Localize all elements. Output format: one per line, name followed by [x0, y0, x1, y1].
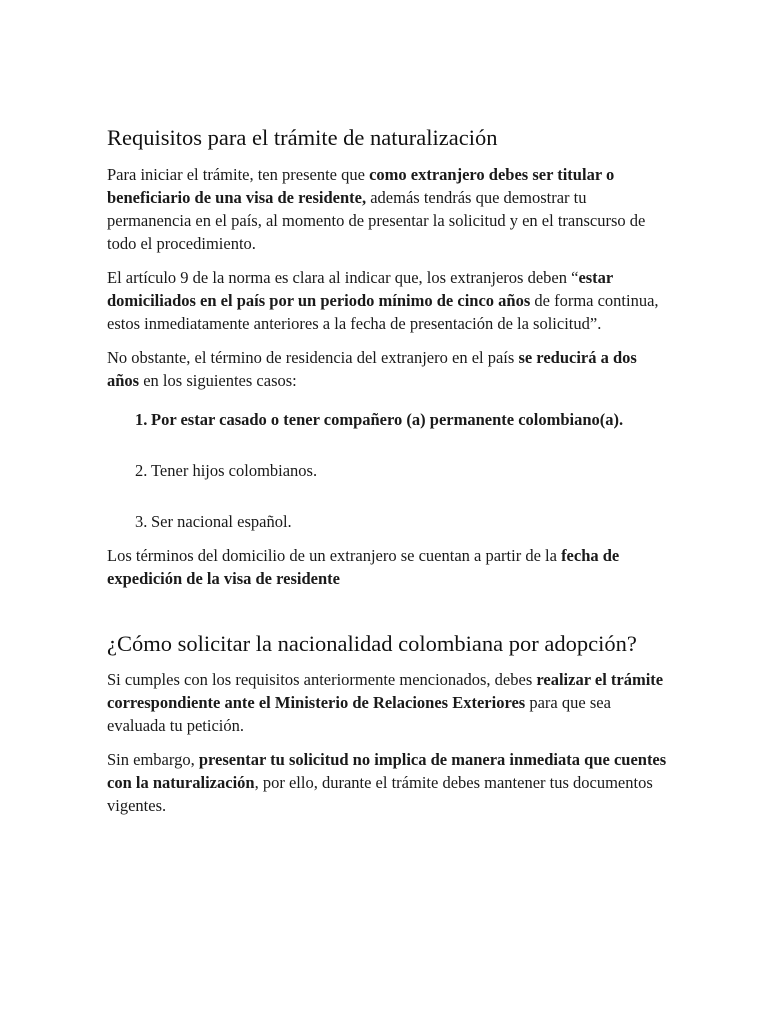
bold-text: fecha de expedición de la visa de residente — [107, 546, 620, 588]
list-item-text: Por estar casado o tener compañero (a) permanente colombiano(a). — [151, 410, 624, 429]
text: Si cumples con los requisitos anteriormente mencionados, debes — [107, 670, 537, 689]
text: en los siguientes casos: — [139, 371, 297, 390]
text: , por ello, durante el trámite debes mantener tus documentos vigentes. — [107, 773, 653, 815]
paragraph-domicile-terms — [107, 544, 667, 590]
text: El artículo 9 de la norma es clara al indicar que, los extranjeros deben “ — [107, 268, 579, 287]
bold-text: estar domiciliados en el país por un periodo mínimo de cinco años — [107, 268, 613, 310]
section-heading-como-solicitar: ¿Cómo solicitar la nacionalidad colombiana por adopción? — [107, 631, 637, 656]
bold-text: realizar el trámite correspondiente ante el Ministerio de Relaciones Exteriores — [107, 670, 664, 712]
list-number: 2. — [135, 461, 148, 480]
text: Sin embargo, — [107, 750, 199, 769]
bold-text: presentar tu solicitud no implica de manera inmediata que cuentes con la naturalización — [107, 750, 667, 792]
list-item — [107, 408, 667, 431]
list-item-text: Tener hijos colombianos. — [151, 461, 318, 480]
paragraph-sin-embargo — [107, 748, 667, 817]
text: además tendrás que demostrar tu permanencia en el país, al momento de presentar la solicitud y en el transcurso de todo el procedimiento. — [107, 188, 646, 253]
list-item — [107, 510, 667, 533]
cases-list — [107, 408, 667, 533]
paragraph-article-9 — [107, 266, 667, 335]
list-number: 1. — [135, 410, 148, 429]
bold-text: se reducirá a dos años — [107, 348, 637, 390]
list-number: 3. — [135, 512, 148, 531]
list-item — [107, 459, 667, 482]
section-heading-requisitos: Requisitos para el trámite de naturalización — [107, 125, 498, 150]
document-content — [107, 124, 667, 817]
bold-text: como extranjero debes ser titular o beneficiario de una visa de residente, — [107, 165, 615, 207]
text: para que sea evaluada tu petición. — [107, 693, 611, 735]
text: Los términos del domicilio de un extranjero se cuentan a partir de la — [107, 546, 562, 565]
text: Para iniciar el trámite, ten presente que — [107, 165, 370, 184]
text: de forma continua, estos inmediatamente anteriores a la fecha de presentación de la solicitud”. — [107, 291, 659, 333]
paragraph-tramite — [107, 668, 667, 737]
paragraph-reduction — [107, 346, 667, 392]
text: No obstante, el término de residencia del extranjero en el país — [107, 348, 519, 367]
list-item-text: Ser nacional español. — [151, 512, 292, 531]
paragraph-visa-requirement — [107, 163, 667, 255]
